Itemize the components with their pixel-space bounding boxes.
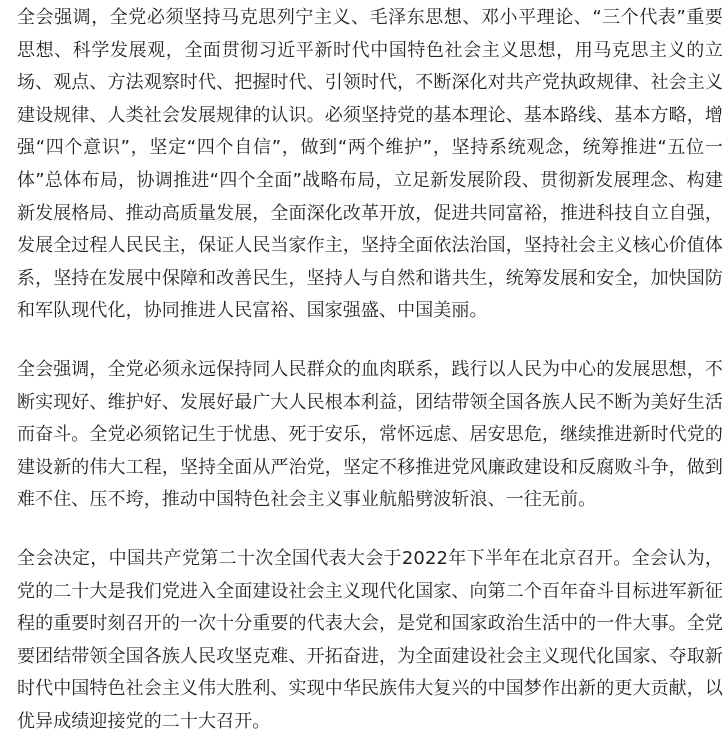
paragraph-2: 全会强调，全党必须永远保持同人民群众的血肉联系，践行以人民为中心的发展思想，不断实现好、维护好、发展好最广大人民根本利益，团结带领全国各族人民不断为美好生活而奋斗。全党必须铭记生于忧患、死于安乐，常怀远虑、居安思危，继续推进新时代党的建设新的伟大工程，坚持全面从严治党，坚定不移推进党风廉政建设和反腐败斗争，做到难不住、压不垮，推动中国特色社会主义事业航船劈波斩浪、一往无前。 bbox=[17, 358, 723, 511]
paragraph-3: 全会决定，中国共产党第二十次全国代表大会于2022年下半年在北京召开。全会认为，党的二十大是我们党进入全面建设社会主义现代化国家、向第二个百年奋斗目标进军新征程的重要时刻召开的一次十分重要的代表大会，是党和国家政治生活中的一件大事。全党要团结带领全国各族人民攻坚克难、开拓奋进，为全面建设社会主义现代化国家、夺取新时代中国特色社会主义伟大胜利、实现中华民族伟大复兴的中国梦作出新的更大贡献，以优异成绩迎接党的二十大召开。 bbox=[17, 547, 723, 732]
paragraph-1: 全会强调，全党必须坚持马克思列宁主义、毛泽东思想、邓小平理论、“三个代表”重要思想、科学发展观，全面贯彻习近平新时代中国特色社会主义思想，用马克思主义的立场、观点、方法观察时代、把握时代、引领时代，不断深化对共产党执政规律、社会主义建设规律、人类社会发展规律的认识。必须坚持党的基本理论、基本路线、基本方略，增强“四个意识”，坚定“四个自信”，做到“两个维护”，坚持系统观念，统筹推进“五位一体”总体布局，协调推进“四个全面”战略布局，立足新发展阶段、贯彻新发展理念、构建新发展格局、推动高质量发展，全面深化改革开放，促进共同富裕，推进科技自立自强，发展全过程人民民主，保证人民当家作主，坚持全面依法治国，坚持社会主义核心价值体系，坚持在发展中保障和改善民生，坚持人与自然和谐共生，统筹发展和安全，加快国防和军队现代化，协同推进人民富裕、国家强盛、中国美丽。 bbox=[17, 7, 723, 322]
